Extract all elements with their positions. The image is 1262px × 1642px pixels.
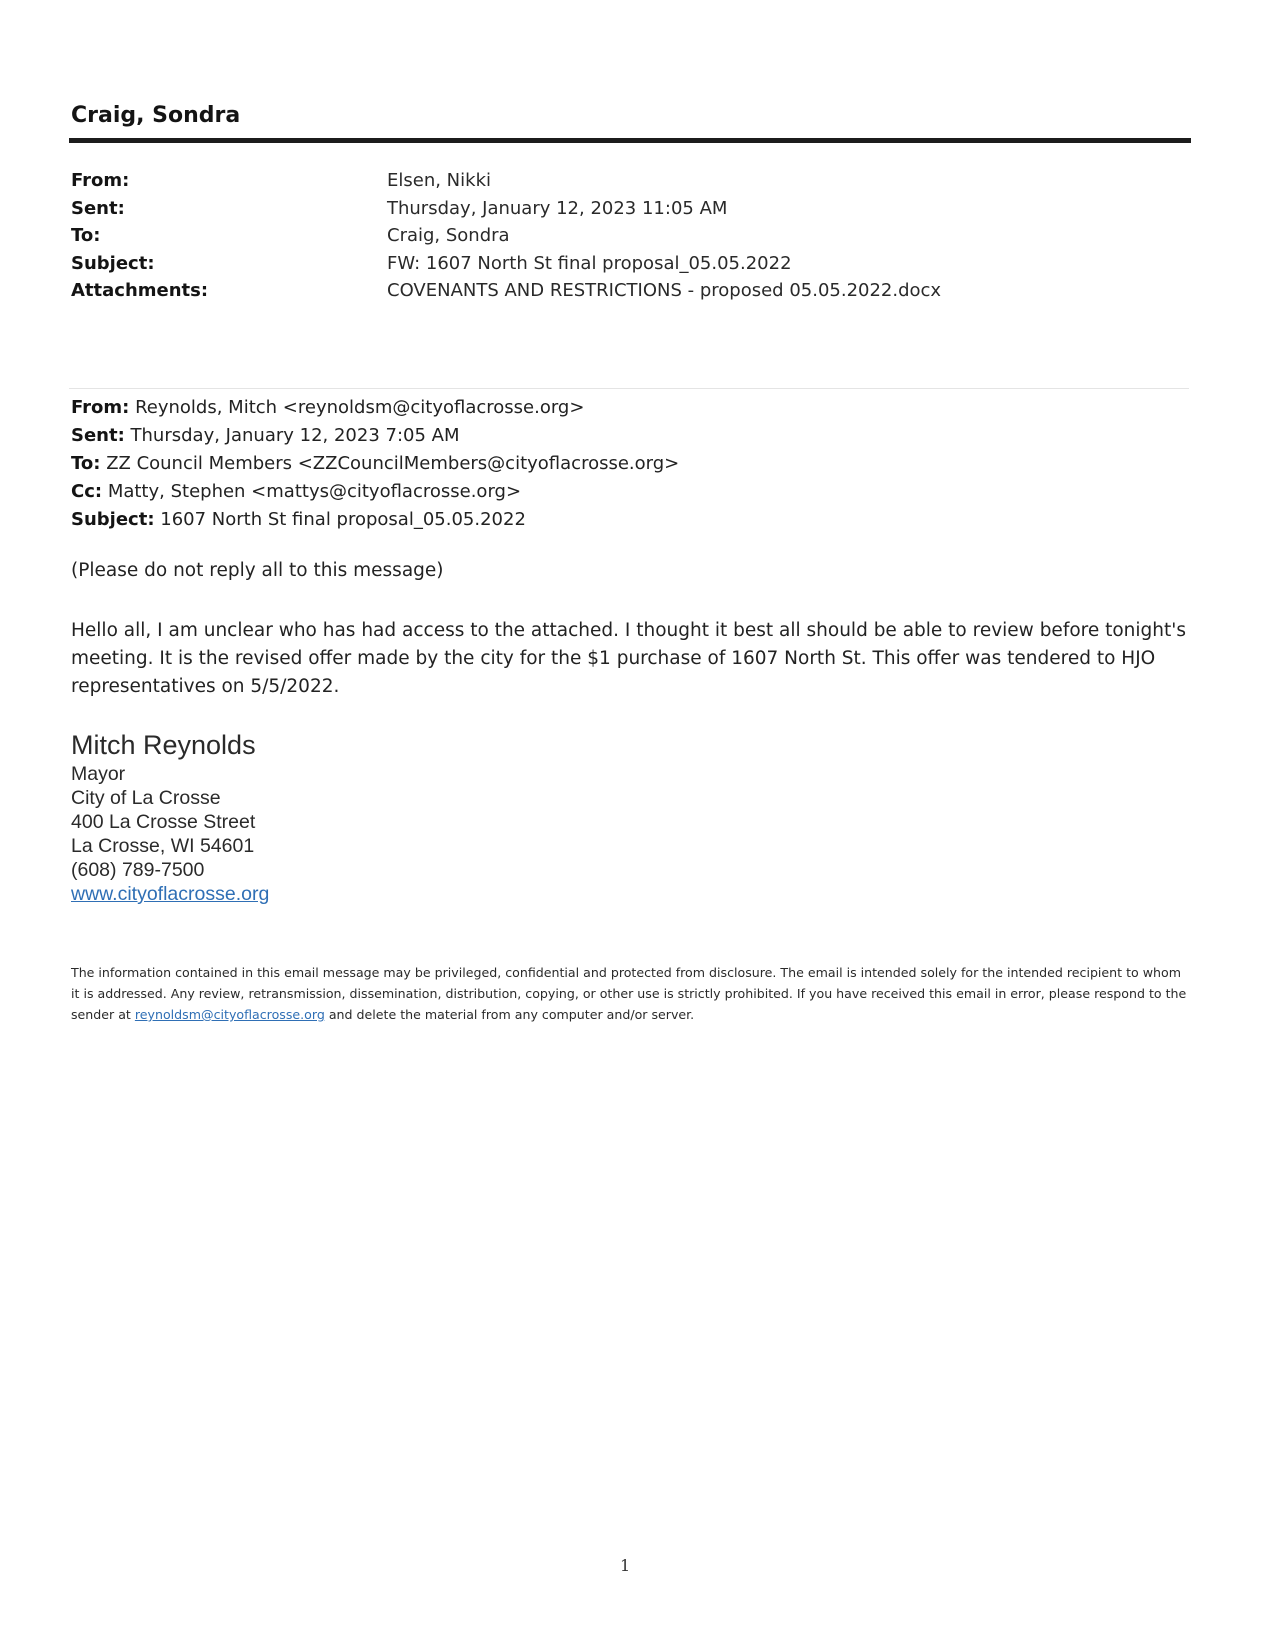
header-value: Thursday, January 12, 2023 11:05 AM — [387, 197, 728, 219]
header-value: FW: 1607 North St final proposal_05.05.2022 — [387, 252, 792, 274]
forward-separator — [69, 388, 1189, 389]
attachment-filename: COVENANTS AND RESTRICTIONS - proposed 05.05.2022.docx — [387, 280, 942, 302]
mailbox-owner-name: Craig, Sondra — [71, 103, 241, 128]
header-label: Subject: — [71, 252, 155, 274]
header-rule — [69, 138, 1191, 143]
body-paragraph: Hello all, I am unclear who has had access to the attached. I thought it best all should be able to review before tonight's meeting. It is the revised offer made by the city for the $1 purchase of 1607 North St. This offer was tendered to HJO representatives on 5/5/2022. — [71, 620, 1186, 697]
header-row-from — [71, 167, 1191, 195]
forwarded-row-subject — [71, 506, 679, 534]
forwarded-label: From: — [71, 397, 130, 418]
forwarded-value: Thursday, January 12, 2023 7:05 AM — [130, 425, 460, 446]
header-label: From: — [71, 170, 130, 192]
header-row-to — [71, 222, 1191, 250]
signature-street: 400 La Crosse Street — [71, 811, 256, 833]
header-row-subject — [71, 250, 1191, 278]
forwarded-value: ZZ Council Members <ZZCouncilMembers@cityoflacrosse.org> — [106, 453, 680, 474]
confidentiality-disclaimer — [71, 962, 1191, 1025]
forwarded-label: To: — [71, 453, 101, 474]
signature-title: Mayor — [71, 763, 126, 785]
disclaimer-email-link[interactable]: reynoldsm@cityoflacrosse.org — [134, 1007, 325, 1022]
forwarded-row-cc — [71, 478, 679, 506]
forwarded-label: Subject: — [71, 509, 155, 530]
forwarded-value: Matty, Stephen <mattys@cityoflacrosse.org> — [107, 481, 522, 502]
page-number: 1 — [620, 1556, 631, 1575]
forwarded-row-sent — [71, 422, 679, 450]
forwarded-value: Reynolds, Mitch <reynoldsm@cityoflacrosse.org> — [135, 397, 585, 418]
header-label: Sent: — [71, 197, 125, 219]
signature-website-link[interactable]: www.cityoflacrosse.org — [71, 883, 270, 905]
forwarded-label: Cc: — [71, 481, 103, 502]
body-note: (Please do not reply all to this message) — [71, 560, 444, 581]
header-value: Elsen, Nikki — [387, 170, 491, 192]
signature-city: La Crosse, WI 54601 — [71, 835, 255, 857]
header-row-attachments — [71, 277, 1191, 305]
forwarded-row-to — [71, 450, 679, 478]
header-row-sent — [71, 195, 1191, 223]
header-label: Attachments: — [71, 280, 209, 302]
disclaimer-text-end: and delete the material from any computer and/or server. — [324, 1007, 695, 1022]
message-header — [71, 167, 1191, 305]
forwarded-label: Sent: — [71, 425, 125, 446]
signature-phone: (608) 789-7500 — [71, 859, 205, 881]
header-value: Craig, Sondra — [387, 225, 510, 247]
forwarded-value: 1607 North St final proposal_05.05.2022 — [160, 509, 526, 530]
email-signature — [71, 728, 269, 906]
forwarded-message-header — [71, 394, 679, 534]
header-label: To: — [71, 225, 101, 247]
forwarded-row-from — [71, 394, 679, 422]
signature-name: Mitch Reynolds — [71, 730, 256, 760]
signature-org: City of La Crosse — [71, 787, 221, 809]
disclaimer-text: The information contained in this email message may be privileged, confidential and protected from disclosure. The email is intended solely for the intended recipient to whom it is addressed. Any review, retransmission, dissemination, distribution, copying, or other use is strictly prohibited. If you have received this email in error, please respond to the sender at — [71, 965, 1187, 1022]
